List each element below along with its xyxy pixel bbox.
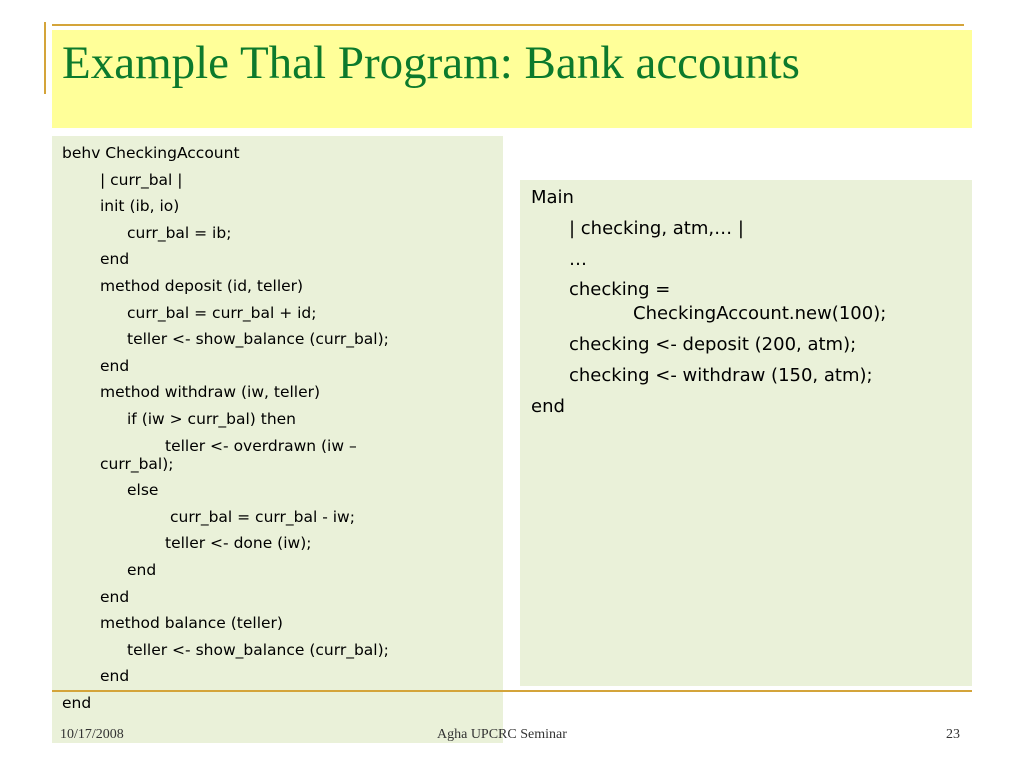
title-left-rule [44,22,46,94]
footer-date: 10/17/2008 [60,727,124,742]
title-top-rule [52,24,964,26]
code-line: end [127,560,157,579]
code-line: curr_bal = ib; [127,223,232,242]
code-line: end [100,250,130,269]
code-line: method deposit (id, teller) [100,276,304,295]
code-line: CheckingAccount.new(100); [633,303,887,325]
code-line: curr_bal = curr_bal - iw; [170,507,355,526]
code-line: Main [531,187,574,208]
footer-rule [52,690,972,692]
footer-presenter: Agha UPCRC Seminar [437,727,567,742]
code-line: end [100,667,130,686]
code-line: … [569,248,587,270]
code-line: else [127,481,159,500]
code-line: behv CheckingAccount [62,144,240,162]
code-line: method balance (teller) [100,614,283,633]
code-line: end [62,693,92,712]
code-line: teller <- done (iw); [165,534,312,553]
code-line: if (iw > curr_bal) then [127,409,297,428]
code-line: end [100,356,130,375]
code-line: checking <- deposit (200, atm); [569,334,857,356]
code-line: end [531,395,565,417]
code-line: | checking, atm,… | [569,217,744,239]
code-line: checking <- withdraw (150, atm); [569,364,873,386]
code-line: checking = [569,279,671,301]
code-line: init (ib, io) [100,197,180,216]
code-line: curr_bal = curr_bal + id; [127,303,317,322]
code-line: teller <- show_balance (curr_bal); [127,640,389,659]
main-code [531,187,961,427]
code-line: method withdraw (iw, teller) [100,383,321,402]
checking-account-code [62,144,494,720]
code-line: | curr_bal | [100,170,183,189]
slide-title: Example Thal Program: Bank accounts [62,37,800,89]
code-line: teller <- show_balance (curr_bal); [127,330,389,349]
code-line: curr_bal); [100,454,174,473]
code-line: end [100,587,130,606]
code-line: teller <- overdrawn (iw – [165,436,357,455]
slide-number: 23 [946,727,960,742]
